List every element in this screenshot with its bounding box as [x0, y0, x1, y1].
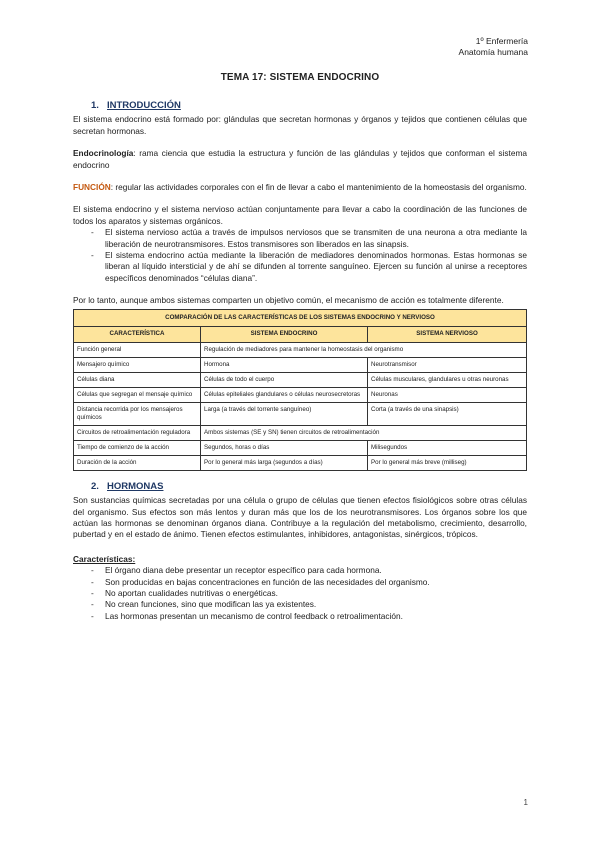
definition-endocrinologia: : rama ciencia que estudia la estructura y función de las glándulas y tejidos que conforman el sistema endocrino: [73, 148, 527, 170]
section-label: HORMONAS: [107, 480, 164, 492]
section-number: 2.: [91, 480, 99, 492]
table-cell: Mensajero químico: [74, 357, 201, 372]
list-item: - El sistema nervioso actúa a través de impulsos nerviosos que se transmiten de una neurona a otra mediante la liberación de neurotransmisores. Estos transmisores son liberados en las sinapsis.: [91, 227, 527, 250]
table-header: SISTEMA NERVIOSO: [368, 326, 527, 342]
table-row: [74, 425, 527, 440]
intro-paragraph-5: Por lo tanto, aunque ambos sistemas comparten un objetivo común, el mecanismo de acción es totalmente diferente.: [73, 295, 504, 306]
intro-paragraph-4: El sistema endocrino y el sistema nervioso actúan conjuntamente para llevar a cabo la coordinación de las funciones de todos los aparatos y sistemas orgánicos.: [73, 204, 527, 226]
table-header: SISTEMA ENDOCRINO: [201, 326, 368, 342]
table-cell: Duración de la acción: [74, 455, 201, 470]
table-cell: Neurotransmisor: [368, 357, 527, 372]
table-cell: Milisegundos: [368, 440, 527, 455]
table-cell: Corta (a través de una sinapsis): [368, 402, 527, 425]
table-cell: Función general: [74, 342, 201, 357]
table-row: [74, 387, 527, 402]
table-cell: Células epiteliales glandulares o células neurosecretoras: [201, 387, 368, 402]
header-course: 1º Enfermería: [475, 36, 528, 46]
table-cell: Neuronas: [368, 387, 527, 402]
intro-paragraph-3: [73, 182, 527, 193]
table-cell: Distancia recorrida por los mensajeros químicos: [74, 402, 201, 425]
characteristics-list: [73, 565, 527, 622]
term-endocrinologia: Endocrinología: [73, 148, 134, 159]
intro-paragraph-2: [73, 148, 527, 171]
section-label: INTRODUCCIÓN: [107, 100, 181, 111]
list-item: - El órgano diana debe presentar un receptor específico para cada hormona.: [91, 565, 527, 576]
list-item: - No crean funciones, sino que modifican las ya existentes.: [91, 599, 527, 610]
table-row: [74, 440, 527, 455]
intro-bullet-list: [73, 227, 527, 284]
table-row: [74, 402, 527, 425]
intro-paragraph-1: El sistema endocrino está formado por: glándulas que secretan hormonas y órganos y tejidos que contienen células que secretan hormonas.: [73, 114, 527, 136]
list-item: - El sistema endocrino actúa mediante la liberación de mediadores denominados hormonas. Estas hormonas se liberan al líquido intersticial y de ahí se difunden al torrente sanguíneo. Ejercen su función al unirse a receptores específicos denominados “células diana”.: [91, 250, 527, 284]
table-header: CARACTERÍSTICA: [74, 326, 201, 342]
page-number: 1: [523, 798, 528, 807]
table-cell: Segundos, horas o días: [201, 440, 368, 455]
table-cell: Circuitos de retroalimentación reguladora: [74, 425, 201, 440]
table-row: [74, 342, 527, 357]
table-cell: Hormona: [201, 357, 368, 372]
table-row: [74, 455, 527, 470]
table-row: [74, 357, 527, 372]
hormonas-paragraph: Son sustancias químicas secretadas por una célula o grupo de células que tienen efectos fisiológicos sobre otras células del organismo. Sus efectos son más lentos y duran más que los de los neurotransmisores. Los órganos sobre los que actúan las hormonas se denominan órganos diana. Contribuye a la regulación del metabolismo, crecimiento, desarrollo, pubertad y en el estado de ánimo. Tienen efectos estimulantes, inhibidores, antagonistas, sinérgicos, trópicos.: [73, 495, 527, 540]
section-number: 1.: [91, 100, 99, 111]
comparison-table: [73, 309, 527, 471]
definition-funcion: : regular las actividades corporales con el fin de llevar a cabo el mantenimiento de la homeostasis del organismo.: [110, 182, 527, 193]
header: [459, 36, 528, 58]
table-cell: Por lo general más breve (milliseg): [368, 455, 527, 470]
table-cell: Células diana: [74, 372, 201, 387]
table-cell: Regulación de mediadores para mantener la homeostasis del organismo: [201, 342, 527, 357]
page-title: TEMA 17: SISTEMA ENDOCRINO: [220, 72, 380, 83]
section-heading-hormonas: [91, 481, 527, 492]
table-cell: Células musculares, glandulares u otras neuronas: [368, 372, 527, 387]
main-content: [73, 96, 527, 622]
table-cell: Larga (a través del torrente sanguíneo): [201, 402, 368, 425]
table-caption: COMPARACIÓN DE LAS CARACTERÍSTICAS DE LOS SISTEMAS ENDOCRINO Y NERVIOSO: [74, 309, 527, 326]
table-row: [74, 372, 527, 387]
table-cell: Células que segregan el mensaje químico: [74, 387, 201, 402]
table-cell: Ambos sistemas (SE y SN) tienen circuitos de retroalimentación: [201, 425, 527, 440]
characteristics-heading: Características:: [73, 553, 136, 564]
table-cell: Tiempo de comienzo de la acción: [74, 440, 201, 455]
section-heading-intro: [91, 100, 527, 111]
list-item: - Las hormonas presentan un mecanismo de control feedback o retroalimentación.: [91, 611, 527, 622]
term-funcion: FUNCIÓN: [73, 182, 111, 193]
list-item: - No aportan cualidades nutritivas o energéticas.: [91, 588, 527, 599]
table-cell: Células de todo el cuerpo: [201, 372, 368, 387]
table-cell: Por lo general más larga (segundos a días): [201, 455, 368, 470]
header-subject: Anatomía humana: [458, 47, 528, 57]
list-item: - Son producidas en bajas concentraciones en función de las necesidades del organismo.: [91, 577, 527, 588]
